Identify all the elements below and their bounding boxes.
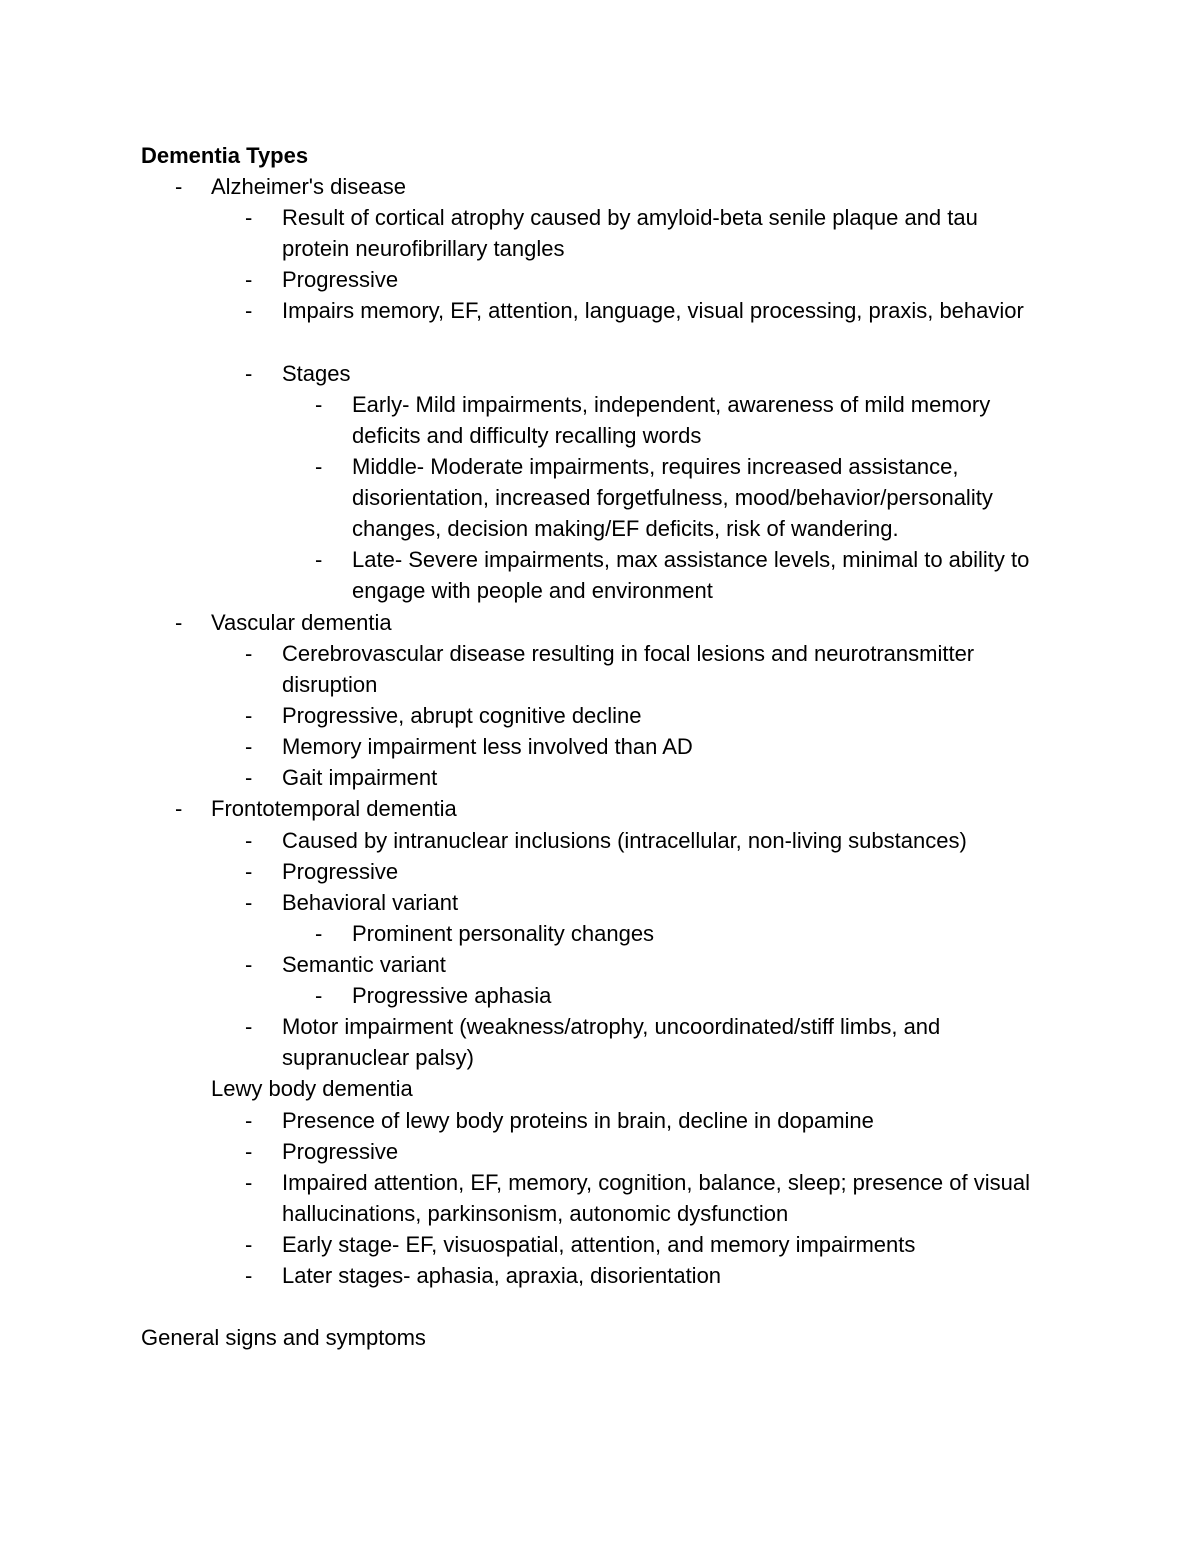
outline-item-level-3: Progressive aphasia (352, 983, 552, 1008)
bullet-dash: - (245, 1108, 253, 1133)
bullet-dash: - (245, 765, 253, 790)
bullet-dash: - (245, 1263, 253, 1288)
bullet-dash: - (315, 454, 323, 479)
outline-item-level-2: Result of cortical atrophy caused by amyloid-beta senile plaque and tau protein neurofibrillary tangles (282, 205, 978, 261)
bullet-dash: - (175, 796, 183, 821)
outline-item-level-3: Late- Severe impairments, max assistance levels, minimal to ability to engage with people and environment (352, 547, 1030, 603)
bullet-dash: - (315, 983, 323, 1008)
bullet-dash: - (315, 547, 323, 572)
outline-item-level-1: Alzheimer's disease (211, 174, 406, 199)
bullet-dash: - (245, 267, 253, 292)
bullet-dash: - (175, 610, 183, 635)
outline-item-level-2: Impairs memory, EF, attention, language, visual processing, praxis, behavior (282, 298, 1024, 323)
outline-item-level-2: Stages (282, 361, 351, 386)
bullet-dash: - (245, 859, 253, 884)
bullet-dash: - (175, 174, 183, 199)
bullet-dash: - (245, 1232, 253, 1257)
bullet-dash: - (245, 890, 253, 915)
outline-item-level-1: Frontotemporal dementia (211, 796, 457, 821)
outline-item-level-2: Progressive (282, 859, 399, 884)
outline-item-level-2: Gait impairment (282, 765, 438, 790)
outline-item-level-2: Behavioral variant (282, 890, 459, 915)
outline-item-level-2: Presence of lewy body proteins in brain, decline in dopamine (282, 1108, 874, 1133)
outline-item-level-3: Prominent personality changes (352, 921, 655, 946)
bullet-dash: - (245, 703, 253, 728)
document-title: Dementia Types (141, 143, 309, 168)
outline-item-level-3: Early- Mild impairments, independent, awareness of mild memory deficits and difficulty recalling words (352, 392, 991, 448)
bullet-dash: - (245, 205, 253, 230)
outline-item-level-2: Progressive (282, 267, 399, 292)
outline-item-level-2: Caused by intranuclear inclusions (intracellular, non-living substances) (282, 828, 967, 853)
outline-item-level-2: Memory impairment less involved than AD (282, 734, 693, 759)
outline-item-level-2: Early stage- EF, visuospatial, attention, and memory impairments (282, 1232, 916, 1257)
bullet-dash: - (245, 734, 253, 759)
bullet-dash: - (245, 1170, 253, 1195)
bullet-dash: - (245, 641, 253, 666)
outline-item-level-2: Motor impairment (weakness/atrophy, uncoordinated/stiff limbs, and supranuclear palsy) (282, 1014, 941, 1070)
outline-item-level-2: Progressive (282, 1139, 399, 1164)
bullet-dash: - (245, 298, 253, 323)
bullet-dash: - (245, 828, 253, 853)
section-heading-general-signs: General signs and symptoms (141, 1325, 426, 1350)
bullet-dash: - (245, 952, 253, 977)
bullet-dash: - (315, 392, 323, 417)
outline-item-level-2: Later stages- aphasia, apraxia, disorientation (282, 1263, 722, 1288)
outline-item-level-3: Middle- Moderate impairments, requires increased assistance, disorientation, increased forgetfulness, mood/behavior/personality changes, decision making/EF deficits, risk of wandering. (352, 454, 993, 541)
bullet-dash: - (245, 1014, 253, 1039)
bullet-dash: - (315, 921, 323, 946)
outline-item-level-2: Progressive, abrupt cognitive decline (282, 703, 642, 728)
outline-item-level-2: Cerebrovascular disease resulting in focal lesions and neurotransmitter disruption (282, 641, 975, 697)
outline-item-level-2: Semantic variant (282, 952, 446, 977)
bullet-dash: - (245, 361, 253, 386)
outline-item-level-2: Impaired attention, EF, memory, cognition, balance, sleep; presence of visual hallucinations, parkinsonism, autonomic dysfunction (282, 1170, 1030, 1226)
bullet-dash: - (245, 1139, 253, 1164)
outline-item-level-1: Lewy body dementia (211, 1076, 413, 1101)
outline-item-level-1: Vascular dementia (211, 610, 392, 635)
